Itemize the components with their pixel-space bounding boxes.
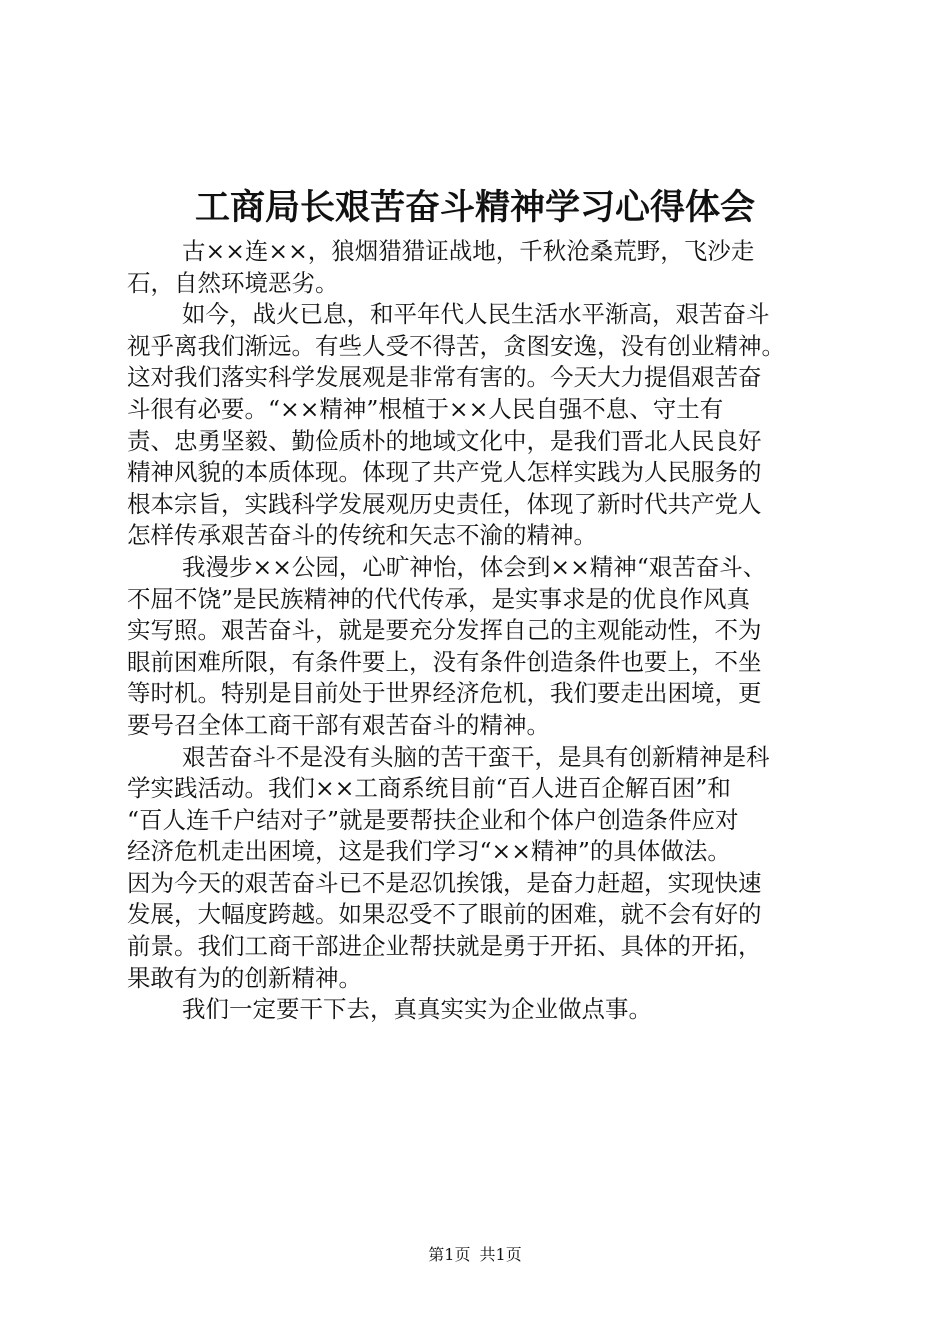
paragraph-line: 斗很有必要。“××精神”根植于××人民自强不息、守土有 xyxy=(127,394,724,423)
paragraph-line: 怎样传承艰苦奋斗的传统和矢志不渝的精神。 xyxy=(127,521,597,550)
paragraph-line: 要号召全体工商干部有艰苦奋斗的精神。 xyxy=(127,710,550,739)
paragraph-line: 前景。我们工商干部进企业帮扶就是勇于开拓、具体的开拓， xyxy=(127,932,762,961)
paragraph-line: 古××连××，狼烟猎猎证战地，千秋沧桑荒野，飞沙走 xyxy=(182,237,755,265)
paragraph-line: 石，自然环境恶劣。 xyxy=(127,268,339,297)
page-footer xyxy=(0,1244,950,1266)
paragraph-line: 因为今天的艰苦奋斗已不是忍饥挨饿，是奋力赶超，实现快速 xyxy=(127,868,762,897)
document-body xyxy=(127,236,837,1026)
paragraph-line: 精神风貌的本质体现。体现了共产党人怎样实践为人民服务的 xyxy=(127,458,762,487)
paragraph-line: 视乎离我们渐远。有些人受不得苦，贪图安逸，没有创业精神。 xyxy=(127,331,785,360)
paragraph-line: 实写照。艰苦奋斗，就是要充分发挥自己的主观能动性，不为 xyxy=(127,616,762,645)
paragraph-line: 发展，大幅度跨越。如果忍受不了眼前的困难，就不会有好的 xyxy=(127,900,762,929)
paragraph-line: 我漫步××公园，心旷神怡，体会到××精神“艰苦奋斗、 xyxy=(182,552,767,581)
document-title: 工商局长艰苦奋斗精神学习心得体会 xyxy=(194,187,755,228)
paragraph-line: 责、忠勇坚毅、勤俭质朴的地域文化中，是我们晋北人民良好 xyxy=(127,426,762,455)
paragraph-line: 等时机。特别是目前处于世界经济危机，我们要走出困境，更 xyxy=(127,679,762,708)
paragraph-line: 经济危机走出困境，这是我们学习“××精神”的具体做法。 xyxy=(127,837,731,866)
paragraph-line: 根本宗旨，实践科学发展观历史责任，体现了新时代共产党人 xyxy=(127,489,762,518)
paragraph-line: “百人连千户结对子”就是要帮扶企业和个体户创造条件应对 xyxy=(127,805,739,834)
paragraph-line: 这对我们落实科学发展观是非常有害的。今天大力提倡艰苦奋 xyxy=(127,363,762,392)
paragraph-line: 眼前困难所限，有条件要上，没有条件创造条件也要上，不坐 xyxy=(127,647,762,676)
paragraph-line: 如今，战火已息，和平年代人民生活水平渐高，艰苦奋斗 xyxy=(182,300,770,329)
paragraph-line: 我们一定要干下去，真真实实为企业做点事。 xyxy=(182,995,652,1024)
page-number: 第1页 xyxy=(428,1245,471,1264)
paragraph-line: 艰苦奋斗不是没有头脑的苦干蛮干，是具有创新精神是科 xyxy=(182,742,770,771)
paragraph-line: 学实践活动。我们××工商系统目前“百人进百企解百困”和 xyxy=(127,774,731,803)
paragraph-line: 果敢有为的创新精神。 xyxy=(127,963,362,992)
page-total: 共1页 xyxy=(479,1245,522,1264)
paragraph-line: 不屈不饶”是民族精神的代代传承，是实事求是的优良作风真 xyxy=(127,584,751,613)
